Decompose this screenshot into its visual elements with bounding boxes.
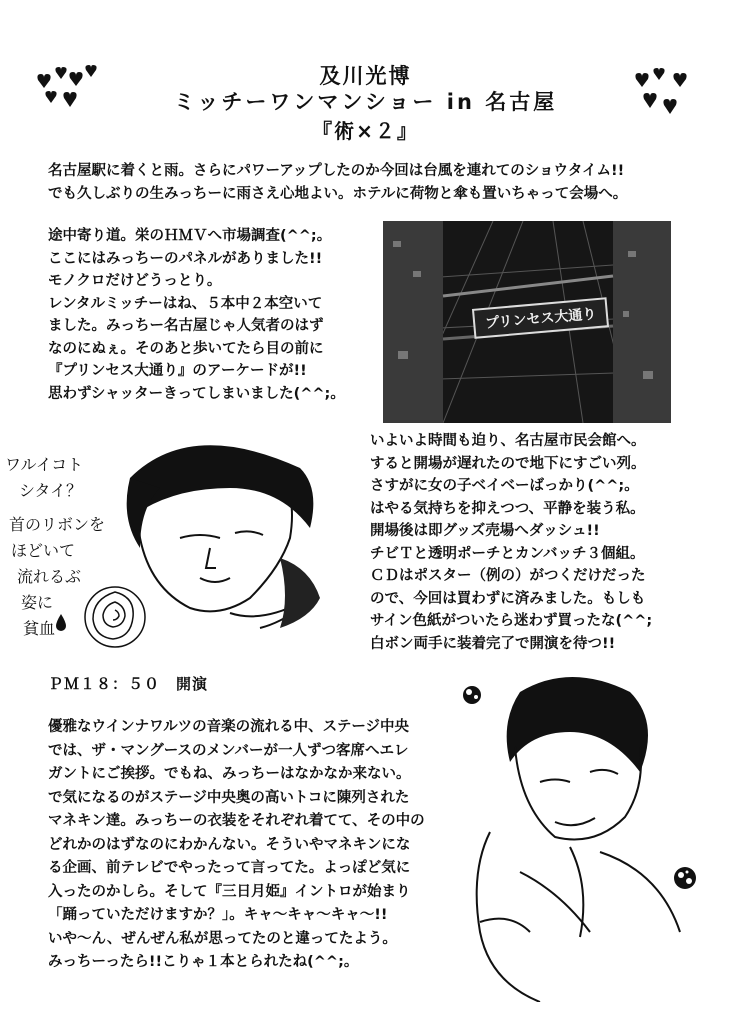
text-line: どれかのはずなのにわかんない。そういやマネキンにな <box>48 836 411 853</box>
text-line: チビＴと透明ポーチとカンバッチ３個組。 <box>370 545 645 562</box>
hmv-paragraph <box>48 225 345 405</box>
text-line: で気になるのがステージ中央奥の高いトコに陳列された <box>48 789 410 806</box>
text-line: 「踊っていただけますか？」。キャ〜キャ〜キャ〜!! <box>48 907 388 923</box>
text-line: 優雅なウインナワルツの音楽の流れる中、ステージ中央 <box>48 719 410 735</box>
text-line: レンタルミッチーはね、５本中２本空いて <box>48 295 323 312</box>
text-line: ここにはみっちーのパネルがありました!! <box>48 250 323 267</box>
text-line: 『プリンセス大通り』のアーケードが!! <box>48 363 307 379</box>
opening-paragraph <box>48 716 425 975</box>
text-line: 白ボン両手に装着完了で開演を待つ!! <box>370 635 616 652</box>
text-line: 入ったのかしら。そして『三日月姫』イントロが始まり <box>48 883 411 900</box>
text-line: 開場後は即グッズ売場へダッシュ!! <box>370 523 600 539</box>
handwritten-line: ほどいて <box>11 541 76 560</box>
handwritten-line: シタイ？ <box>19 481 83 500</box>
handwritten-line: 首のリボンを <box>9 515 106 534</box>
text-line: モノクロだけどうっとり。 <box>48 273 222 289</box>
text-line: 途中寄り道。栄のＨＭＶへ市場調査(^^;。 <box>48 228 332 244</box>
text-line: 名古屋駅に着くと雨。さらにパワーアップしたのか今回は台風を連れてのショウタイム!! <box>48 163 625 179</box>
text-line: すると開場が遅れたので地下にすごい列。 <box>370 455 646 472</box>
author-name: 及川光博 <box>319 64 412 88</box>
text-line: なのにぬぇ。そのあと歩いてたら目の前に <box>48 340 324 357</box>
text-line: ガントにご挨拶。でもね、みっちーはなかなか来ない。 <box>48 766 411 782</box>
text-line: では、ザ・マングースのメンバーが一人ずつ客席へエレ <box>48 742 409 759</box>
rose-icon <box>80 580 150 655</box>
text-line: はやる気持ちを抑えつつ、平静を装う私。 <box>370 500 645 517</box>
handwritten-line: 流れるぶ <box>17 567 82 586</box>
handwritten-line: ワルイコト <box>5 455 84 474</box>
blood-drop-icon <box>56 614 66 632</box>
handwritten-line: 貧血 <box>23 619 56 638</box>
concert-hall-paragraph <box>370 430 652 655</box>
figure-illustration <box>460 672 690 1002</box>
text-line: みっちーったら!!こりゃ１本とられたね(^^;。 <box>48 954 359 970</box>
text-line: いや〜ん、ぜんぜん私が思ってたのと違ってたよう。 <box>48 930 397 947</box>
text-line: る企画、前テレビでやったって言ってた。よっぽど気に <box>48 860 411 876</box>
text-line: サイン色紙がついたら迷わず買ったな(^^; <box>370 613 653 629</box>
arcade-photo <box>383 221 671 423</box>
text-line: でも久しぶりの生みっちーに雨さえ心地よい。ホテルに荷物と傘も置いちゃって会場へ。 <box>48 185 628 202</box>
handwritten-line: 姿に <box>21 593 54 612</box>
text-line: ました。みっちー名古屋じゃ人気者のはず <box>48 318 324 334</box>
text-line: 思わずシャッターきってしまいました(^^;。 <box>48 385 345 402</box>
text-line: さすがに女の子ベイベーばっかり(^^;。 <box>370 478 639 494</box>
text-line: ので、今回は買わずに済みました。もしも <box>370 590 646 607</box>
page-subtitle: 『術×２』 <box>312 119 419 143</box>
show-time: ＰＭ１８：５０ 開演 <box>48 675 209 693</box>
text-line: ＣＤはポスター（例の）がつくだけだった <box>370 568 646 584</box>
arcade-sign: プリンセス大通り <box>472 297 610 339</box>
page-title: ミッチーワンマンショー in 名古屋 <box>173 90 558 114</box>
text-line: マネキン達。みっちーの衣装をそれぞれ着てて、その中の <box>48 813 425 829</box>
intro-paragraph <box>48 160 627 205</box>
text-line: いよいよ時間も迫り、名古屋市民会館へ。 <box>370 433 646 449</box>
